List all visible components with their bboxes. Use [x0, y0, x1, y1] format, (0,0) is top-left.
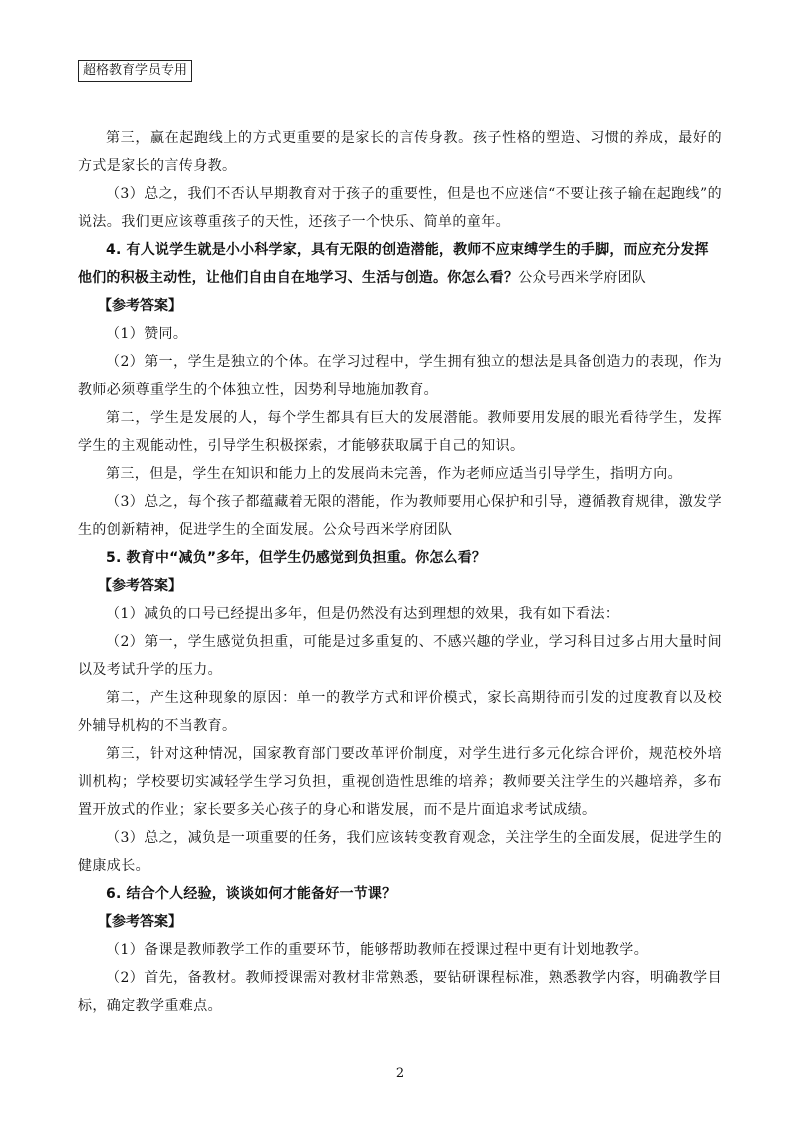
paragraph: 第三，针对这种情况，国家教育部门要改革评价制度，对学生进行多元化综合评价，规范校外培训机构；学校要切实减轻学生学习负担，重视创造性思维的培养；教师要关注学生的兴趣培养，多布置开放式的作业；家长要多关心孩子的身心和谐发展，而不是片面追求考试成绩。 [78, 746, 722, 818]
paragraph: （3）总之，减负是一项重要的任务，我们应该转变教育观念，关注学生的全面发展，促进学生的健康成长。 [78, 830, 722, 874]
question-4-heading [78, 236, 722, 292]
paragraph: （1）减负的口号已经提出多年，但是仍然没有达到理想的效果，我有如下看法： [106, 606, 620, 622]
answer-label: 【参考答案】 [98, 578, 182, 594]
paragraph: 第二，产生这种现象的原因：单一的教学方式和评价模式，家长高期待而引发的过度教育以及校外辅导机构的不当教育。 [78, 690, 722, 734]
question-4-text: 4. 有人说学生就是小小科学家，具有无限的创造潜能，教师不应束缚学生的手脚，而应充分发挥他们的积极主动性，让他们自由自在地学习、生活与创造。你怎么看？ [78, 242, 709, 286]
paragraph: 第三，但是，学生在知识和能力上的发展尚未完善，作为老师应适当引导学生，指明方向。 [106, 466, 682, 482]
page-number: 2 [395, 1066, 405, 1081]
question-6-heading: 6. 结合个人经验，谈谈如何才能备好一节课？ [106, 886, 397, 902]
paragraph: （3）总之，我们不否认早期教育对于孩子的重要性，但是也不应迷信“不要让孩子输在起跑线”的说法。我们更应该尊重孩子的天性，还孩子一个快乐、简单的童年。 [78, 186, 722, 230]
question-4-tail: 公众号西米学府团队 [518, 270, 647, 286]
answer-label: 【参考答案】 [98, 914, 182, 930]
paragraph: （1）赞同。 [106, 326, 188, 342]
paragraph: 第二，学生是发展的人，每个学生都具有巨大的发展潜能。教师要用发展的眼光看待学生，发挥学生的主观能动性，引导学生积极探索，才能够获取属于自己的知识。 [78, 410, 722, 454]
paragraph: （2）第一，学生是独立的个体。在学习过程中，学生拥有独立的想法是具备创造力的表现，作为教师必须尊重学生的个体独立性，因势利导地施加教育。 [78, 354, 722, 398]
paragraph: （2）首先，备教材。教师授课需对教材非常熟悉，要钻研课程标准，熟悉教学内容，明确教学目标，确定教学重难点。 [78, 970, 722, 1014]
answer-label: 【参考答案】 [98, 298, 182, 314]
paragraph: 第三，赢在起跑线上的方式更重要的是家长的言传身教。孩子性格的塑造、习惯的养成，最好的方式是家长的言传身教。 [78, 130, 722, 174]
question-5-heading: 5. 教育中“减负”多年，但学生仍感觉到负担重。你怎么看？ [106, 550, 487, 566]
document-body [78, 124, 722, 1020]
header-label-box: 超格教育学员专用 [78, 60, 192, 82]
paragraph: （3）总之，每个孩子都蕴藏着无限的潜能，作为教师要用心保护和引导，遵循教育规律，激发学生的创新精神，促进学生的全面发展。公众号西米学府团队 [78, 494, 722, 538]
paragraph: （2）第一，学生感觉负担重，可能是过多重复的、不感兴趣的学业，学习科目过多占用大量时间以及考试升学的压力。 [78, 634, 722, 678]
paragraph: （1）备课是教师教学工作的重要环节，能够帮助教师在授课过程中更有计划地教学。 [106, 942, 649, 958]
